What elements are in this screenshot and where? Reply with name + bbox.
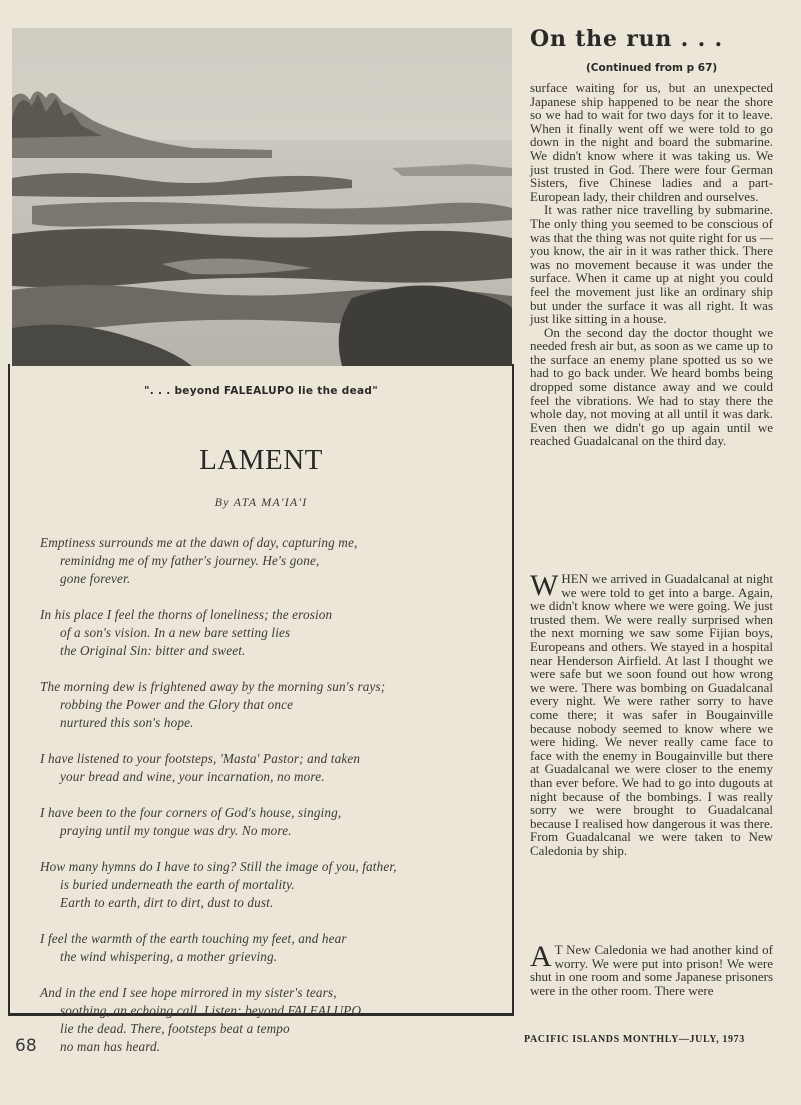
poem-stanza (40, 858, 495, 912)
article-section-1 (530, 81, 773, 448)
article-section-3 (530, 940, 773, 998)
page-footer: PACIFIC ISLANDS MONTHLY—JULY, 1973 (524, 1034, 745, 1045)
continued-note: (Continued from p 67) (586, 62, 718, 74)
poem-line: praying until my tongue was dry. No more. (60, 823, 292, 838)
poem-line: the Original Sin: bitter and sweet. (60, 643, 246, 658)
poem-line: reminidng me of my father's journey. He's gone, (60, 553, 320, 568)
drop-cap: A (530, 940, 552, 973)
poem-line: The morning dew is frightened away by the morning sun's rays; (40, 679, 386, 694)
article-paragraph: It was rather nice travelling by submarine. The only thing you seemed to be conscious of was that the thing was not quite right for us — you know, the air in it was rather thick. There was no movement because it was under the surface. When it came up at night you could feel the movement just like an ordinary ship but under the surface it was all right. It was just like sitting in a house. (530, 202, 773, 327)
poem-stanza (40, 804, 495, 840)
poem-line: And in the end I see hope mirrored in my sister's tears, (40, 985, 337, 1000)
poem-line: How many hymns do I have to sing? Still the image of you, father, (40, 859, 397, 874)
drop-cap: W (530, 569, 559, 602)
page-number: 68 (15, 1036, 37, 1056)
poem-line: gone forever. (60, 571, 131, 586)
poem-line: I feel the warmth of the earth touching my feet, and hear (40, 931, 347, 946)
poem-stanza (40, 984, 495, 1056)
poem-author: By ATA MA'IA'I (214, 495, 308, 509)
photo-caption: ". . . beyond FALEALUPO lie the dead" (143, 385, 378, 397)
poem-line: In his place I feel the thorns of loneliness; the erosion (40, 607, 333, 622)
poem-body (40, 534, 495, 1074)
article-paragraph: WHEN we arrived in Guadalcanal at night we were told to get into a barge. Again, we didn't know where we were going. We just trusted them. We were really surprised when the next morning we saw some Fijian boys, Europeans and others. We stayed in a hospital near Henderson Airfield. At last I thought we were safe but we soon found out how wrong we were. There was bombing on Guadalcanal every night. We were rather sorry to have come there; it was safer in Bougainville because nobody seemed to know where we were hiding. We never really came face to face with the enemy in Bougainville but there at Guadalcanal we were closer to the enemy than ever before. We had to go into dugouts at night because of the bombings. I was really sorry we were brought to Guadalcanal because I realised how dangerous it was there. From Guadalcanal we were taken to New Caledonia by ship. (530, 569, 773, 858)
article-paragraph: A T New Caledonia we had another kind of worry. We were put into prison! We were shut in one room and some Japanese prisoners were in the other room. There were (530, 940, 773, 998)
article-paragraph: surface waiting for us, but an unexpected Japanese ship happened to be near the shore so we had to wait for two days for it to leave. When it finally went off we were told to go down in the night and board the submarine. We didn't know where it was taking us. We just trusted in God. There were four German Sisters, five Chinese ladies and a part-European lady, their children and ourselves. (530, 80, 773, 204)
poem-stanza (40, 930, 495, 966)
poem-line: soothing, an echoing call. Listen: beyond FALEALUPO (60, 1003, 362, 1018)
poem-line: is buried underneath the earth of mortality. (60, 877, 295, 892)
coastline-photo (12, 28, 512, 366)
poem-title: LAMENT (199, 444, 323, 476)
article-paragraph: On the second day the doctor thought we needed fresh air but, as soon as we came up to the surface an enemy plane spotted us so we had to go back under. We heard bombs being dropped some distance away and we could feel the vibrations. We had to stay there the whole day, not moving at all until it was dark. Even then we didn't go up again until we reached Guadalcanal on the third day. (530, 324, 773, 449)
poem-line: robbing the Power and the Glory that once (60, 697, 294, 712)
poem-line: Earth to earth, dirt to dirt, dust to dust. (60, 895, 274, 910)
article-section-2 (530, 569, 773, 858)
poem-line: your bread and wine, your incarnation, no more. (60, 769, 325, 784)
poem-stanza (40, 678, 495, 732)
poem-line: I have listened to your footsteps, 'Masta' Pastor; and taken (40, 751, 361, 766)
poem-line: of a son's vision. In a new bare setting lies (60, 625, 291, 640)
poem-stanza (40, 606, 495, 660)
poem-line: Emptiness surrounds me at the dawn of day, capturing me, (40, 535, 358, 550)
poem-line: lie the dead. There, footsteps beat a tempo (60, 1021, 290, 1036)
poem-stanza (40, 534, 495, 588)
poem-line: no man has heard. (60, 1039, 161, 1054)
poem-line: nurtured this son's hope. (60, 715, 194, 730)
poem-stanza (40, 750, 495, 786)
poem-line: the wind whispering, a mother grieving. (60, 949, 278, 964)
poem-line: I have been to the four corners of God's house, singing, (40, 805, 342, 820)
article-title: On the run . . . (530, 26, 723, 52)
